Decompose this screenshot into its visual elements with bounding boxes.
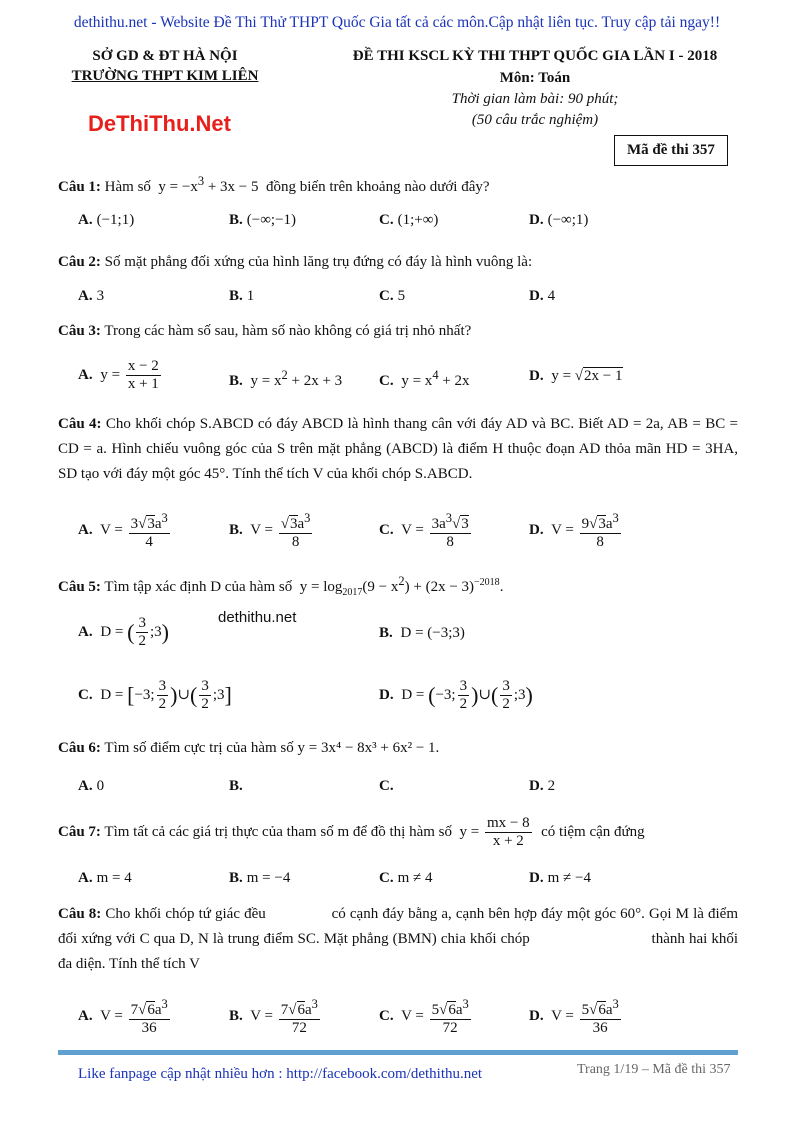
q6-option-d[interactable]: D. 2 xyxy=(529,778,556,794)
footer-divider xyxy=(58,1050,738,1055)
watermark: dethithu.net xyxy=(218,609,297,626)
exam-code-box: Mã đề thi 357 xyxy=(614,135,728,166)
q1-option-a[interactable]: A. (−1;1) xyxy=(78,212,135,228)
q4-option-c[interactable]: C. V = $\frac{3a^3√3}{8}$ xyxy=(379,511,469,550)
q5-option-c[interactable]: C. D = [−3; $\frac{3}{2}$ )∪( $\frac{3}{2}$ ;3] xyxy=(78,678,232,712)
q7-option-d[interactable]: D. m ≠ −4 xyxy=(529,870,591,886)
q8-option-a[interactable]: A. V = $\frac{7√6a^3}{36}$ xyxy=(78,997,168,1036)
school-name: TRƯỜNG THPT KIM LIÊN xyxy=(71,68,259,84)
q8-option-d[interactable]: D. V = $\frac{5√6a^3}{36}$ xyxy=(529,997,619,1036)
exam-time: Thời gian làm bài: 90 phút; xyxy=(451,91,619,107)
question-5: Câu 5: Tìm tập xác định D của hàm số $y = \log_{2017}(9 - x^2) + (2x - 3)^{-2018}$. xyxy=(58,574,504,598)
q2-option-a[interactable]: A. 3 xyxy=(78,288,105,304)
q2-option-b[interactable]: B. 1 xyxy=(229,288,255,304)
q1-option-b[interactable]: B. (−∞;−1) xyxy=(229,212,297,228)
question-6: Câu 6: Tìm số điểm cực trị của hàm số y = 3x⁴ − 8x³ + 6x² − 1. xyxy=(58,740,440,756)
q8-option-c[interactable]: C. V = $\frac{5√6a^3}{72}$ xyxy=(379,997,469,1036)
q4-option-d[interactable]: D. V = $\frac{9√3a^3}{8}$ xyxy=(529,511,619,550)
q7-option-b[interactable]: B. m = −4 xyxy=(229,870,291,886)
q1-option-c[interactable]: C. (1;+∞) xyxy=(379,212,439,228)
question-8: Câu 8: Cho khối chóp tứ giác đều có cạnh đáy bằng a, cạnh bên hợp đáy một góc 60°. Gọi M là điểm đối xứng với C qua D, N là trung điểm SC. Mặt phẳng (BMN) chia khối chóp thành hai khối đa diện. Tính thể tích V xyxy=(58,906,742,972)
question-3: Câu 3: Trong các hàm số sau, hàm số nào không có giá trị nhỏ nhất? xyxy=(58,323,472,339)
q2-option-d[interactable]: D. 4 xyxy=(529,288,556,304)
exam-count: (50 câu trắc nghiệm) xyxy=(471,112,599,128)
department-name: SỞ GD & ĐT HÀ NỘI xyxy=(92,48,238,64)
fanpage-link[interactable]: Like fanpage cập nhật nhiều hơn : http://facebook.com/dethithu.net xyxy=(78,1066,483,1082)
question-2: Câu 2: Số mặt phẳng đối xứng của hình lăng trụ đứng có đáy là hình vuông là: xyxy=(58,254,533,270)
q7-option-a[interactable]: A. m = 4 xyxy=(78,870,132,886)
q8-option-b[interactable]: B. V = $\frac{7√6a^3}{72}$ xyxy=(229,997,318,1036)
q3-option-d[interactable]: D. y = √2x − 1 xyxy=(529,368,623,384)
q6-option-b[interactable]: B. xyxy=(229,778,243,794)
question-1: Câu 1: Hàm số $y = -x^3 + 3x - 5$ đồng biến trên khoảng nào dưới đây? xyxy=(58,174,490,195)
q4-option-a[interactable]: A. V = $\frac{3√3a^3}{4}$ xyxy=(78,511,168,550)
q3-option-a[interactable]: A. y = $\frac{x - 2}{x + 1}$ xyxy=(78,358,159,392)
q7-option-c[interactable]: C. m ≠ 4 xyxy=(379,870,433,886)
exam-subject: Môn: Toán xyxy=(499,70,571,86)
q3-option-c[interactable]: C. $y = x^4 + 2x$ xyxy=(379,368,470,389)
q5-option-d[interactable]: D. D = (−3; $\frac{3}{2}$ )∪( $\frac{3}{2}$ ;3) xyxy=(379,678,533,712)
site-banner[interactable]: dethithu.net - Website Đề Thi Thử THPT Quốc Gia tất cả các môn.Cập nhật liên tục. Truy cập tải ngay!! xyxy=(73,14,721,31)
q6-option-a[interactable]: A. 0 xyxy=(78,778,105,794)
q5-option-b[interactable]: B. D = (−3;3) xyxy=(379,625,465,641)
q6-option-c[interactable]: C. xyxy=(379,778,394,794)
q4-option-b[interactable]: B. V = $\frac{√3a^3}{8}$ xyxy=(229,511,311,550)
question-7: Câu 7: Tìm tất cả các giá trị thực của tham số m để đồ thị hàm số y = $\frac{mx - 8}{x + 2}$ có tiệm cận đứng xyxy=(58,815,645,850)
exam-title: ĐỀ THI KSCL KỲ THI THPT QUỐC GIA LẦN I - 2018 xyxy=(352,48,718,64)
q3-option-b[interactable]: B. $y = x^2 + 2x + 3$ xyxy=(229,368,343,389)
page-number: Trang 1/19 – Mã đề thi 357 xyxy=(577,1062,731,1077)
q2-option-c[interactable]: C. 5 xyxy=(379,288,406,304)
q5-option-a[interactable]: A. D = ( $\frac{3}{2}$ ;3) xyxy=(78,615,169,649)
q1-option-d[interactable]: D. (−∞;1) xyxy=(529,212,589,228)
site-logo[interactable]: DeThiThu.Net xyxy=(88,111,231,136)
question-4: Câu 4: Cho khối chóp S.ABCD có đáy ABCD là hình thang cân với đáy AD và BC. Biết AD = 2a, AB = BC = CD = a. Hình chiếu vuông góc của S trên mặt phẳng (ABCD) là điểm H thuộc đoạn AD thỏa mãn HD = 3HA, SD tạo với đáy một góc 45°. Tính thể tích V của khối chóp S.ABCD. xyxy=(58,416,739,482)
